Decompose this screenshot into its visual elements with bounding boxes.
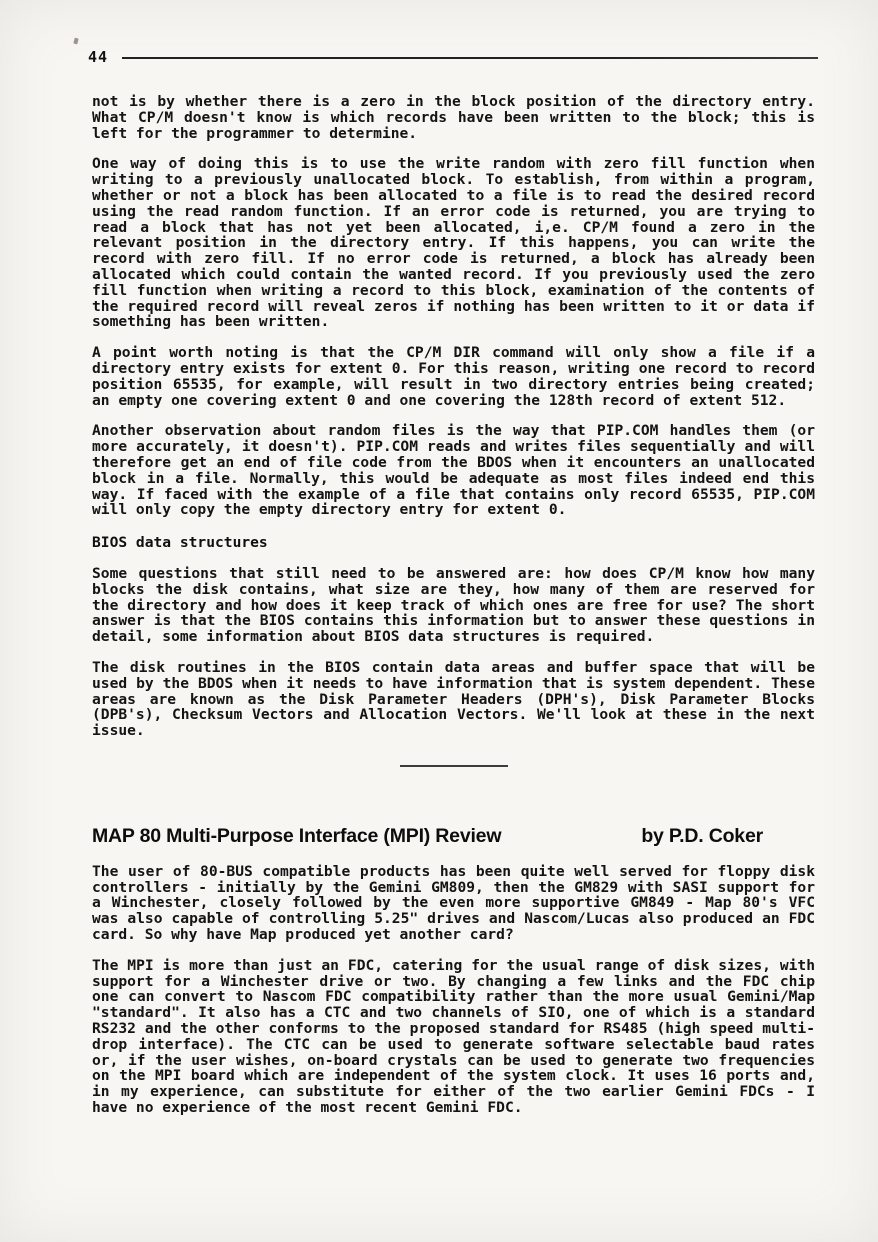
page-number: 44 xyxy=(88,48,109,66)
body-paragraph: Some questions that still need to be answered are: how does CP/M know how many blocks the disk contains, what size are they, how many of them are reserved for the directory and how does it keep track of which ones are free for use? The short answer is that the BIOS contains this information but to answer these questions in detail, some information about BIOS data structures is required. xyxy=(92,564,815,646)
header-rule xyxy=(122,57,818,59)
page-header xyxy=(0,0,878,66)
article-title: MAP 80 Multi-Purpose Interface (MPI) Review xyxy=(92,824,502,847)
article-header xyxy=(92,825,815,848)
section-divider-rule xyxy=(400,765,508,767)
body-paragraph: The disk routines in the BIOS contain data areas and buffer space that will be used by the BDOS when it needs to have information that is system dependent. These areas are known as the Disk Parameter Headers (DPH's), Disk Parameter Blocks (DPB's), Checksum Vectors and Allocation Vectors. We'll look at these in the next issue. xyxy=(92,658,815,740)
body-paragraph: Another observation about random files is the way that PIP.COM handles them (or more accurately, it doesn't). PIP.COM reads and writes files sequentially and will therefore get an end of file code from the BDOS when it encounters an unallocated block in a file. Normally, this would be adequate as most files indeed end this way. If faced with the example of a file that contains only record 65535, PIP.COM will only copy the empty directory entry for extent 0. xyxy=(92,422,815,519)
body-paragraph: A point worth noting is that the CP/M DIR command will only show a file if a directory entry exists for extent 0. For this reason, writing one record to record position 65535, for example, will result in two directory entries being created; an empty one covering extent 0 and one covering the 128th record of extent 512. xyxy=(92,344,815,409)
body-paragraph: not is by whether there is a zero in the block position of the directory entry. What CP/M doesn't know is which records have been written to the block; this is left for the programmer to determine. xyxy=(92,93,815,142)
body-paragraph: One way of doing this is to use the write random with zero fill function when writing to a previously unallocated block. To establish, from within a program, whether or not a block has been allocated to a file is to read the desired record using the read random function. If an error code is returned, you are trying to read a block that has not yet been allocated, i,e. CP/M found a zero in the relevant position in the directory entry. If this happens, you can write the record with zero fill. If no error code is returned, a block has already been allocated which could contain the wanted record. If you previously used the zero fill function when writing a record to this block, examination of the contents of the required record will reveal zeros if nothing has been written to it or data if something has been written. xyxy=(92,155,815,331)
page-body xyxy=(0,66,878,1116)
body-paragraph: The user of 80-BUS compatible products has been quite well served for floppy disk controllers - initially by the Gemini GM809, then the GM829 with SASI support for a Winchester, closely followed by the even more supportive GM849 - Map 80's VFC was also capable of controlling 5.25" drives and Nascom/Lucas also produced an FDC card. So why have Map produced yet another card? xyxy=(92,862,815,944)
section-heading-bios-data-structures: BIOS data structures xyxy=(92,534,268,552)
article-byline: by P.D. Coker xyxy=(641,824,763,847)
body-paragraph: The MPI is more than just an FDC, catering for the usual range of disk sizes, with support for a Winchester drive or two. By changing a few links and the FDC chip one can convert to Nascom FDC compatibility rather than the more usual Gemini/Map "standard". It also has a CTC and two channels of SIO, one of which is a standard RS232 and the other conforms to the proposed standard for RS485 (high speed multi-drop interface). The CTC can be used to generate software selectable baud rates or, if the user wishes, on-board crystals can be used to generate two frequencies on the MPI board which are independent of the system clock. It uses 16 ports and, in my experience, can substitute for either of the two earlier Gemini FDCs - I have no experience of the most recent Gemini FDC. xyxy=(92,956,815,1117)
